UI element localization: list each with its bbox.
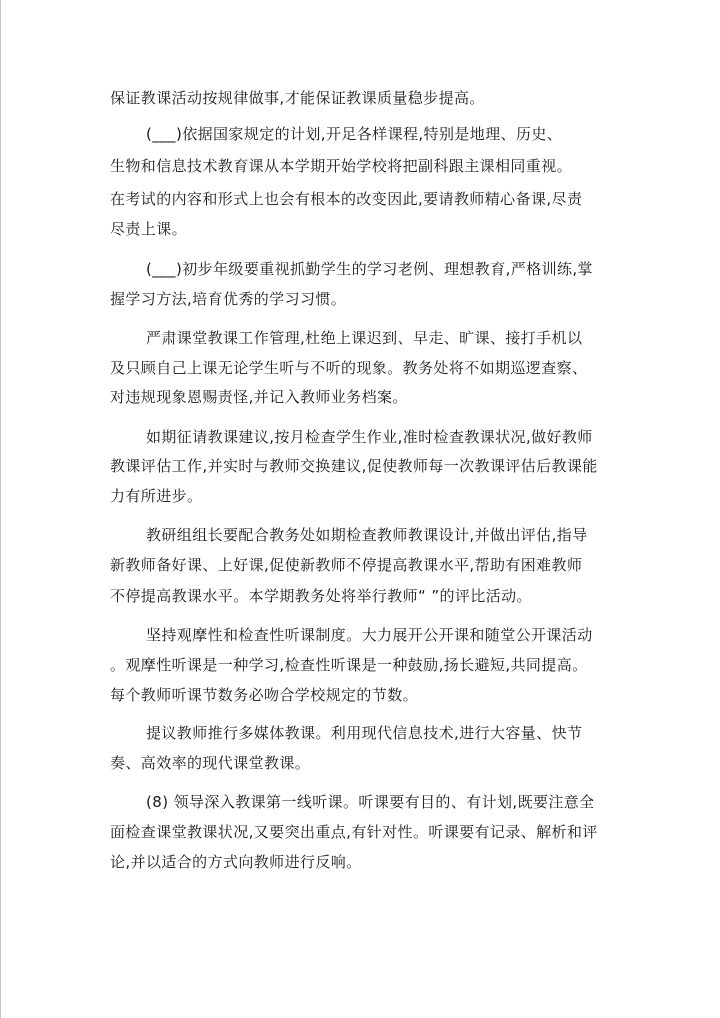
text-line: (___)依据国家规定的计划,开足各样课程,特别是地理、历史、 (146, 125, 563, 143)
page-edge-divider (0, 0, 1, 1018)
text-line: 每个教师听课节数务必吻合学校规定的节数。 (110, 686, 419, 704)
text-line: (___)初步年级要重视抓勤学生的学习老例、理想教育,严格训练,掌 (146, 260, 593, 278)
text-line: 在考试的内容和形式上也会有根本的改变因此,要请教师精心备课,尽责 (110, 190, 583, 208)
text-line: 新教师备好课、上好课,促使新教师不停提高教课水平,帮助有困难教师 (110, 556, 583, 574)
text-line: 对违规现象恩赐责怪,并记入教师业务档案。 (110, 388, 408, 406)
text-line: 。观摩性听课是一种学习,检查性听课是一种鼓励,扬长避短,共同提高。 (110, 656, 588, 674)
text-line: 保证教课活动按规律做事,才能保证教课质量稳步提高。 (110, 89, 485, 107)
text-line: 教课评估工作,并实时与教师交换建议,促使教师每一次教课评估后教课能 (110, 457, 598, 475)
text-line: 握学习方法,培育优秀的学习习惯。 (110, 290, 347, 308)
text-line: 教研组组长要配合教务处如期检查教师教课设计,并做出评估,指导 (146, 526, 588, 544)
text-line: 生物和信息技术教育课从本学期开始学校将把副科跟主课相同重视。 (110, 157, 573, 175)
text-line: 奏、高效率的现代课堂教课。 (110, 754, 311, 772)
text-line: 力有所进步。 (110, 487, 203, 505)
text-line: 面检查课堂教课状况,又要突出重点,有针对性。听课要有记录、解析和评 (110, 823, 598, 841)
text-line: 论,并以适合的方式向教师进行反响。 (110, 853, 362, 871)
text-line: 坚持观摩性和检查性听课制度。大力展开公开课和随堂公开课活动 (146, 626, 593, 644)
text-line: 尽责上课。 (110, 220, 188, 238)
text-line: 提议教师推行多媒体教课。利用现代信息技术,进行大容量、快节 (146, 724, 583, 742)
text-line: (8) 领导深入教课第一线听课。听课要有目的、有计划,既要注意全 (146, 793, 595, 811)
text-line: 如期征请教课建议,按月检查学生作业,准时检查教课状况,做好教师 (146, 428, 593, 446)
text-line: 不停提高教课水平。本学期教务处将举行教师“ ”的评比活动。 (110, 587, 532, 605)
text-line: 及只顾自己上课无论学生听与不听的现象。教务处将不如期巡逻查察、 (110, 359, 588, 377)
text-line: 严肃课堂教课工作管理,杜绝上课迟到、早走、旷课、接打手机以 (146, 329, 583, 347)
